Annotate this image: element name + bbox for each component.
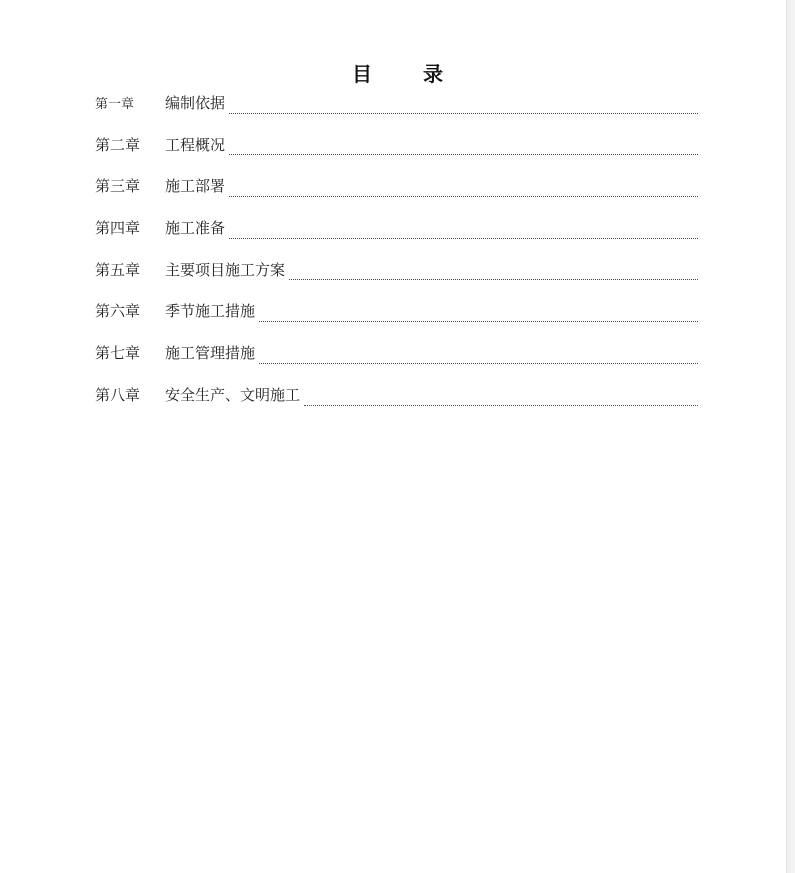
- toc-chapter-number: 第四章: [95, 219, 141, 238]
- toc-entry-title: 安全生产、文明施工: [165, 385, 301, 404]
- toc-dot-leader: [229, 154, 698, 155]
- toc-entry[interactable]: [95, 134, 698, 176]
- toc-chapter-number: 第二章: [95, 135, 141, 154]
- toc-chapter-number: 第五章: [95, 260, 141, 279]
- toc-dot-leader: [304, 405, 698, 406]
- toc-entry-title: 工程概况: [165, 135, 226, 154]
- toc-entry-title: 季节施工措施: [165, 302, 256, 321]
- toc-entry[interactable]: [95, 342, 698, 384]
- toc-entry-title: 主要项目施工方案: [165, 260, 286, 279]
- toc-dot-leader: [229, 238, 698, 239]
- toc-chapter-number: 第三章: [95, 177, 141, 196]
- toc-entry-title: 施工准备: [165, 219, 226, 238]
- toc-chapter-number: 第八章: [95, 385, 141, 404]
- toc-title: 目 录: [352, 62, 465, 86]
- page-edge-shadow: [786, 0, 795, 873]
- toc-entry[interactable]: [95, 259, 698, 301]
- toc-entry[interactable]: [95, 384, 698, 426]
- toc-entry-title: 编制依据: [165, 94, 226, 112]
- toc-chapter-number: 第一章: [95, 97, 135, 112]
- toc-entry[interactable]: [95, 175, 698, 217]
- toc-dot-leader: [259, 363, 698, 364]
- toc-entry[interactable]: [95, 217, 698, 259]
- toc-dot-leader: [229, 196, 698, 197]
- table-of-contents: [95, 92, 698, 426]
- toc-dot-leader: [259, 321, 698, 322]
- toc-entry[interactable]: [95, 300, 698, 342]
- toc-dot-leader: [229, 113, 698, 114]
- toc-dot-leader: [289, 279, 698, 280]
- toc-entry-title: 施工部署: [165, 177, 226, 196]
- toc-entry[interactable]: [95, 92, 698, 134]
- toc-chapter-number: 第七章: [95, 344, 141, 363]
- toc-entry-title: 施工管理措施: [165, 344, 256, 363]
- toc-chapter-number: 第六章: [95, 302, 141, 321]
